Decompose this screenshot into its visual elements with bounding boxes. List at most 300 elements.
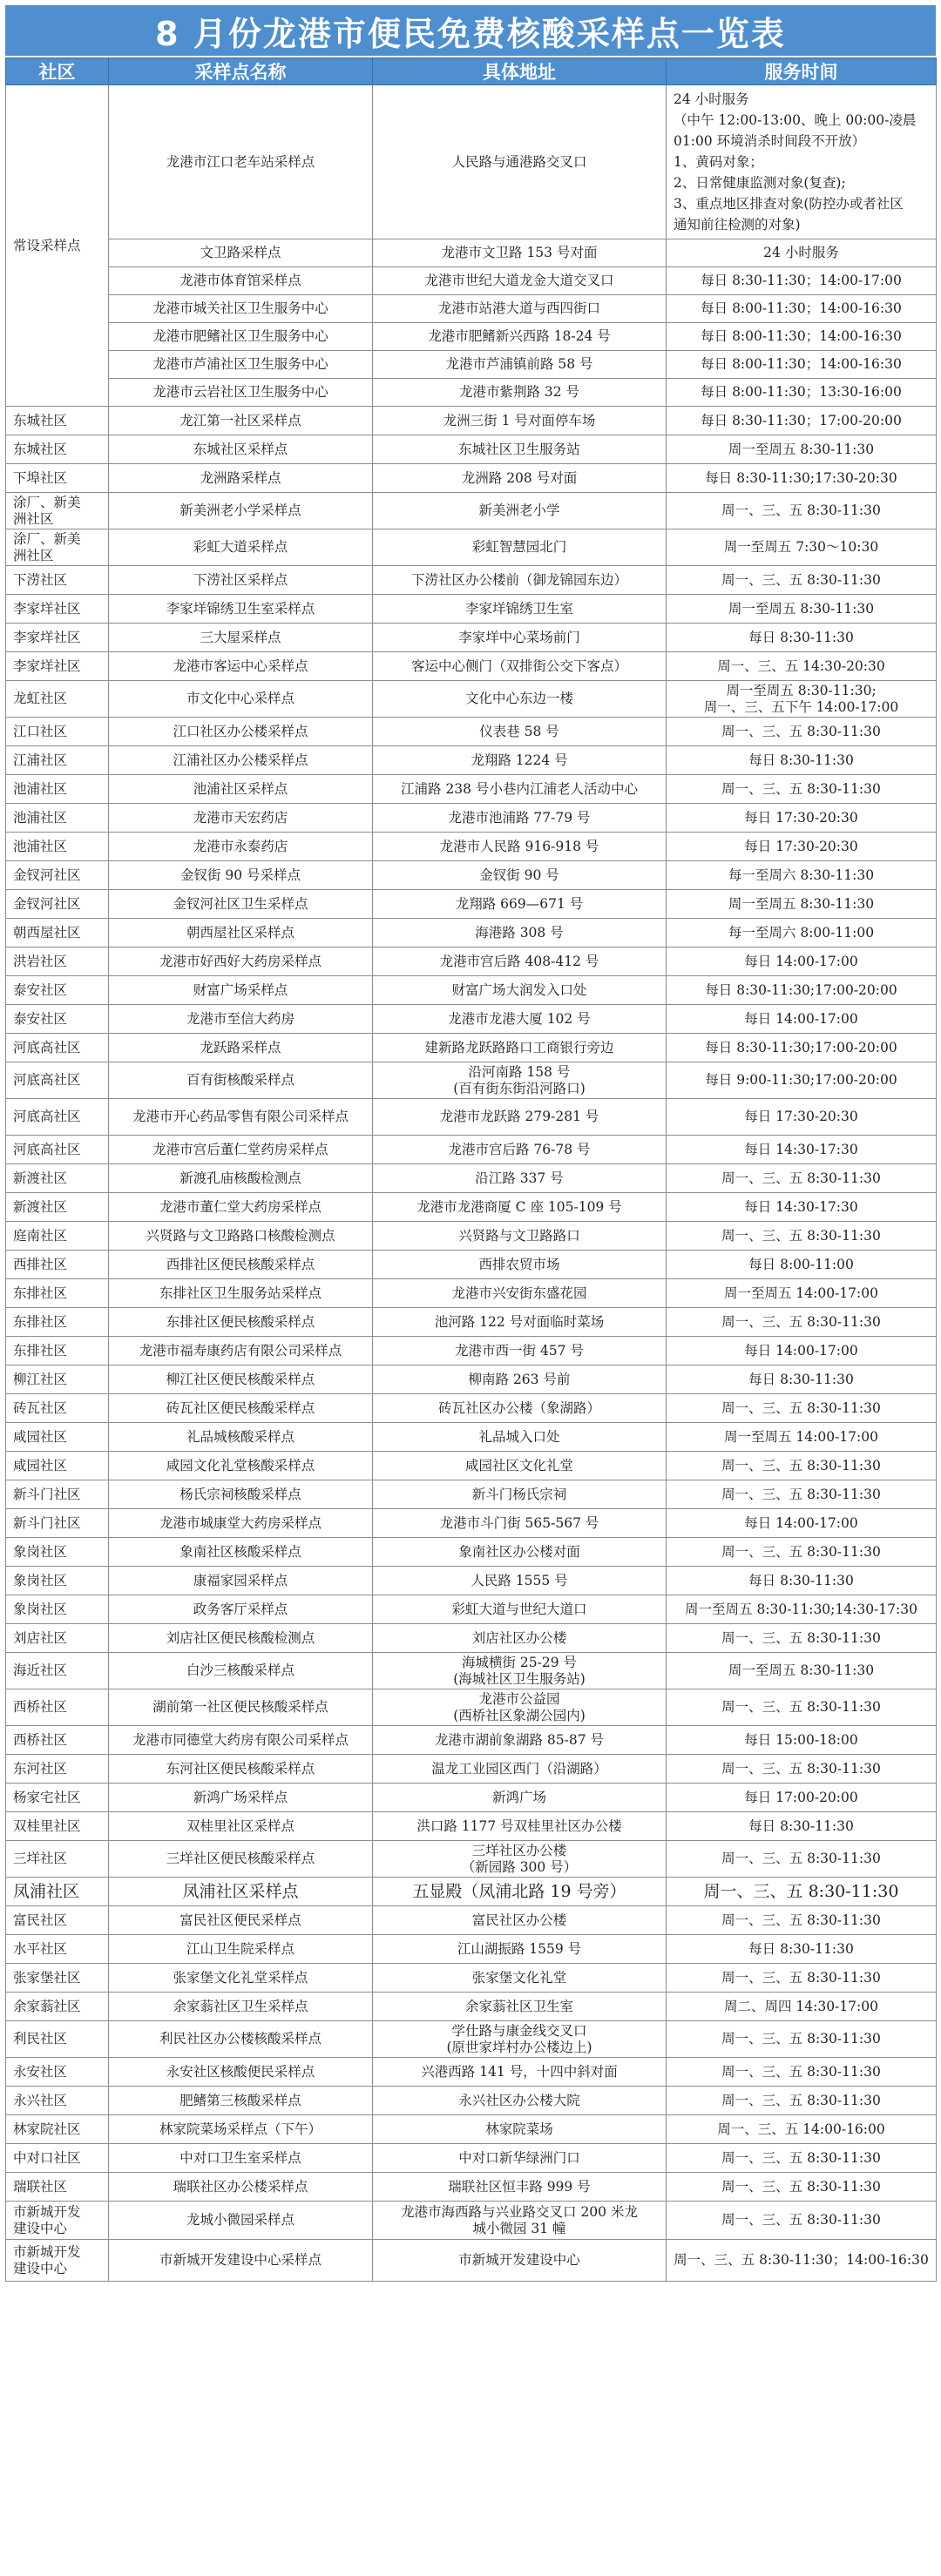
community-cell: 瑞联社区 — [6, 2173, 109, 2202]
service-time-cell: 周一、三、五 8:30-11:30 — [667, 1689, 937, 1726]
service-time-cell: 周一、三、五 8:30-11:30 — [667, 1222, 937, 1251]
site-name-cell: 张家堡文化礼堂采样点 — [109, 1964, 373, 1993]
service-time-cell-line: 2、日常健康监测对象(复查); — [674, 175, 846, 191]
table-row — [6, 1193, 937, 1222]
service-time-cell: 每日 14:30-17:30 — [667, 1136, 937, 1164]
community-cell: 东排社区 — [6, 1279, 109, 1308]
community-cell: 东排社区 — [6, 1308, 109, 1337]
address-cell: 余家蓊社区卫生室 — [373, 1993, 667, 2021]
table-row — [6, 1480, 937, 1509]
table-row — [6, 2115, 937, 2144]
header-service-time: 服务时间 — [667, 58, 937, 85]
address-cell-line: 学仕路与康金线交叉口 — [451, 2022, 587, 2039]
community-cell: 利民社区 — [6, 2021, 109, 2058]
address-cell: 柳南路 263 号前 — [373, 1366, 667, 1394]
site-name-cell: 双桂里社区采样点 — [109, 1812, 373, 1841]
address-cell: 西排农贸市场 — [373, 1251, 667, 1279]
community-cell: 水平社区 — [6, 1935, 109, 1964]
site-name-cell: 龙港市董仁堂大药房采样点 — [109, 1193, 373, 1222]
service-time-cell: 周一、三、五 8:30-11:30 — [667, 1906, 937, 1935]
community-cell: 河底高社区 — [6, 1062, 109, 1099]
service-time-cell: 每日 14:30-17:30 — [667, 1193, 937, 1222]
address-cell: 仪表巷 58 号 — [373, 718, 667, 746]
service-time-cell: 每日 15:00-18:00 — [667, 1726, 937, 1755]
site-name-cell: 东河社区便民核酸采样点 — [109, 1755, 373, 1784]
service-time-cell: 每日 8:30-11:30 — [667, 1812, 937, 1841]
table-row — [6, 407, 937, 435]
site-name-cell: 湖前第一社区便民核酸采样点 — [109, 1689, 373, 1726]
table-row — [6, 1878, 937, 1906]
address-cell: 象南社区办公楼对面 — [373, 1538, 667, 1567]
site-name-cell: 富民社区便民采样点 — [109, 1906, 373, 1935]
address-cell: 富民社区办公楼 — [373, 1906, 667, 1935]
table-row — [6, 652, 937, 681]
service-time-cell: 每日 8:30-11:30；14:00-17:00 — [667, 267, 937, 295]
table-row — [6, 804, 937, 833]
service-time-cell: 周一、三、五 8:30-11:30 — [667, 1164, 937, 1193]
table-row — [6, 493, 937, 529]
community-cell: 金钗河社区 — [6, 861, 109, 890]
service-time-cell: 每日 17:30-20:30 — [667, 804, 937, 833]
site-name-cell: 三垟社区便民核酸采样点 — [109, 1841, 373, 1878]
address-cell — [373, 2021, 667, 2058]
service-time-cell: 周一、三、五 8:30-11:30 — [667, 1538, 937, 1567]
site-name-cell: 象南社区核酸采样点 — [109, 1538, 373, 1567]
table-row — [6, 1279, 937, 1308]
community-cell: 余家蓊社区 — [6, 1993, 109, 2021]
site-name-cell: 龙港市客运中心采样点 — [109, 652, 373, 681]
address-cell — [373, 2202, 667, 2240]
address-cell: 下涝社区办公楼前（御龙锦园东边） — [373, 566, 667, 595]
service-time-cell: 每日 8:30-11:30 — [667, 1366, 937, 1394]
address-cell: 池河路 122 号对面临时菜场 — [373, 1308, 667, 1337]
service-time-cell: 周一至周五 8:30-11:30 — [667, 435, 937, 464]
community-cell: 西排社区 — [6, 1251, 109, 1279]
community-cell: 庭南社区 — [6, 1222, 109, 1251]
community-cell: 富民社区 — [6, 1906, 109, 1935]
site-name-cell: 凤浦社区采样点 — [109, 1878, 373, 1906]
address-cell: 东城社区卫生服务站 — [373, 435, 667, 464]
site-name-cell: 龙港市至信大药房 — [109, 1005, 373, 1034]
address-cell: 龙港市龙港大厦 102 号 — [373, 1005, 667, 1034]
site-name-cell: 余家蓊社区卫生采样点 — [109, 1993, 373, 2021]
site-name-cell: 龙港市云岩社区卫生服务中心 — [109, 379, 373, 407]
table-body — [6, 85, 937, 2282]
table-row — [6, 85, 937, 239]
site-name-cell: 江浦社区办公楼采样点 — [109, 746, 373, 775]
site-name-cell: 三大屋采样点 — [109, 624, 373, 652]
community-cell: 朝西屋社区 — [6, 919, 109, 947]
table-row — [6, 566, 937, 595]
table-row — [6, 976, 937, 1005]
service-time-cell — [667, 85, 937, 239]
site-name-cell: 龙港市体育馆采样点 — [109, 267, 373, 295]
table-row — [6, 1906, 937, 1935]
table-row — [6, 2087, 937, 2115]
service-time-cell-line: 3、重点地区排查对象(防控办或者社区 — [674, 196, 904, 212]
community-cell: 中对口社区 — [6, 2144, 109, 2173]
address-cell: 永兴社区办公楼大院 — [373, 2087, 667, 2115]
community-cell: 江口社区 — [6, 718, 109, 746]
address-cell: 五显殿（凤浦北路 19 号旁） — [373, 1878, 667, 1906]
address-cell: 龙港市池浦路 77-79 号 — [373, 804, 667, 833]
service-time-cell: 周一、三、五 14:30-20:30 — [667, 652, 937, 681]
community-cell: 下涝社区 — [6, 566, 109, 595]
community-cell-line: 建设中心 — [13, 2220, 68, 2236]
service-time-cell: 每日 8:00-11:30；14:00-16:30 — [667, 351, 937, 379]
service-time-cell: 每日 8:30-11:30 — [667, 746, 937, 775]
table-row — [6, 1394, 937, 1423]
table-row — [6, 775, 937, 804]
site-name-cell: 龙港市肥鳍社区卫生服务中心 — [109, 323, 373, 351]
table-row — [6, 1595, 937, 1624]
service-time-cell: 周一至周五 8:30-11:30 — [667, 595, 937, 624]
table-row — [6, 1337, 937, 1366]
site-name-cell: 咸园文化礼堂核酸采样点 — [109, 1452, 373, 1480]
table-row — [6, 2021, 937, 2058]
community-cell: 咸园社区 — [6, 1423, 109, 1452]
service-time-cell: 每日 8:00-11:30；14:00-16:30 — [667, 323, 937, 351]
site-name-cell: 龙港市江口老车站采样点 — [109, 85, 373, 239]
table-row — [6, 1034, 937, 1062]
header-address: 具体地址 — [373, 58, 667, 85]
address-cell: 龙港市龙跃路 279-281 号 — [373, 1099, 667, 1136]
site-name-cell: 龙港市芦浦社区卫生服务中心 — [109, 351, 373, 379]
service-time-cell-line: 通知前往检测的对象) — [674, 217, 801, 233]
table-row — [6, 1755, 937, 1784]
community-cell: 李家垟社区 — [6, 652, 109, 681]
community-cell — [6, 2202, 109, 2240]
site-name-cell: 龙港市天宏药店 — [109, 804, 373, 833]
service-time-cell-line: 24 小时服务 — [674, 91, 749, 107]
table-header-row — [6, 58, 937, 85]
service-time-cell: 每日 17:30-20:30 — [667, 1099, 937, 1136]
community-cell-line: 涂厂、新美 — [13, 494, 81, 510]
address-cell-line: 三垟社区办公楼 — [471, 1842, 567, 1858]
address-cell: 新美洲老小学 — [373, 493, 667, 529]
address-cell: 龙港市人民路 916-918 号 — [373, 833, 667, 861]
community-cell: 象岗社区 — [6, 1538, 109, 1567]
site-name-cell: 瑞联社区办公楼采样点 — [109, 2173, 373, 2202]
service-time-cell: 每日 9:00-11:30;17:00-20:00 — [667, 1062, 937, 1099]
site-name-cell: 刘店社区便民核酸检测点 — [109, 1624, 373, 1653]
community-cell: 林家院社区 — [6, 2115, 109, 2144]
table-row — [6, 529, 937, 566]
site-name-cell: 东城社区采样点 — [109, 435, 373, 464]
table-row — [6, 861, 937, 890]
service-time-cell: 周二、周四 14:30-17:00 — [667, 1993, 937, 2021]
site-name-cell: 龙港市永泰药店 — [109, 833, 373, 861]
table-row — [6, 379, 937, 407]
table-row — [6, 1308, 937, 1337]
site-name-cell: 龙跃路采样点 — [109, 1034, 373, 1062]
table-row — [6, 239, 937, 267]
community-cell-line: 洲社区 — [13, 547, 54, 563]
table-row — [6, 746, 937, 775]
site-name-cell: 朝西屋社区采样点 — [109, 919, 373, 947]
service-time-cell: 每日 8:30-11:30 — [667, 624, 937, 652]
service-time-cell: 周一、三、五 8:30-11:30 — [667, 1878, 937, 1906]
address-cell: 砖瓦社区办公楼（象湖路） — [373, 1394, 667, 1423]
community-cell: 张家堡社区 — [6, 1964, 109, 1993]
table-row — [6, 1567, 937, 1595]
address-cell: 李家垟锦绣卫生室 — [373, 595, 667, 624]
table-row — [6, 295, 937, 323]
site-name-cell: 白沙三核酸采样点 — [109, 1653, 373, 1689]
site-name-cell: 金钗河社区卫生采样点 — [109, 890, 373, 919]
address-cell-line: (海城社区卫生服务站) — [453, 1670, 586, 1687]
service-time-cell: 周一、三、五 8:30-11:30 — [667, 493, 937, 529]
site-name-cell: 龙港市城康堂大药房采样点 — [109, 1509, 373, 1538]
site-name-cell: 砖瓦社区便民核酸采样点 — [109, 1394, 373, 1423]
community-cell: 杨家宅社区 — [6, 1784, 109, 1812]
community-cell: 江浦社区 — [6, 746, 109, 775]
address-cell: 龙翔路 1224 号 — [373, 746, 667, 775]
community-cell-line: 涂厂、新美 — [13, 530, 81, 547]
address-cell: 洪口路 1177 号双桂里社区办公楼 — [373, 1812, 667, 1841]
community-cell — [6, 529, 109, 566]
address-cell: 龙港市站港大道与西四街口 — [373, 295, 667, 323]
service-time-cell: 周一、三、五 8:30-11:30；14:00-16:30 — [667, 2240, 937, 2282]
service-time-cell: 周一至周五 8:30-11:30 — [667, 1653, 937, 1689]
address-cell: 人民路 1555 号 — [373, 1567, 667, 1595]
service-time-cell: 周一至周五 7:30～10:30 — [667, 529, 937, 566]
service-time-cell-line: （中午 12:00-13:00、晚上 00:00-凌晨 — [674, 112, 917, 128]
address-cell: 李家垟中心菜场前门 — [373, 624, 667, 652]
service-time-cell: 每日 8:30-11:30 — [667, 1567, 937, 1595]
site-name-cell: 兴贤路与文卫路路口核酸检测点 — [109, 1222, 373, 1251]
address-cell-line: （新园路 300 号） — [461, 1858, 578, 1875]
table-row — [6, 1222, 937, 1251]
address-cell: 彩虹大道与世纪大道口 — [373, 1595, 667, 1624]
site-name-cell: 金钗街 90 号采样点 — [109, 861, 373, 890]
community-cell-line: 洲社区 — [13, 510, 54, 527]
service-time-cell: 周一、三、五 8:30-11:30 — [667, 2021, 937, 2058]
site-name-cell: 龙港市宫后董仁堂药房采样点 — [109, 1136, 373, 1164]
address-cell: 咸园社区文化礼堂 — [373, 1452, 667, 1480]
table-row — [6, 1538, 937, 1567]
site-name-cell: 新渡孔庙核酸检测点 — [109, 1164, 373, 1193]
address-cell: 礼品城入口处 — [373, 1423, 667, 1452]
community-cell: 永兴社区 — [6, 2087, 109, 2115]
service-time-cell — [667, 681, 937, 718]
site-name-cell: 龙港市城关社区卫生服务中心 — [109, 295, 373, 323]
address-cell — [373, 1841, 667, 1878]
site-name-cell: 柳江社区便民核酸采样点 — [109, 1366, 373, 1394]
table-row — [6, 1099, 937, 1136]
community-cell: 东河社区 — [6, 1755, 109, 1784]
service-time-cell-line: 周一至周五 8:30-11:30; — [726, 682, 877, 698]
community-cell: 池浦社区 — [6, 804, 109, 833]
service-time-cell: 每日 8:30-11:30;17:00-20:00 — [667, 976, 937, 1005]
table-row — [6, 1005, 937, 1034]
address-cell-line: 沿河南路 158 号 — [468, 1063, 571, 1080]
service-time-cell: 周一、三、五 8:30-11:30 — [667, 2173, 937, 2202]
site-name-cell: 政务客厅采样点 — [109, 1595, 373, 1624]
header-site-name: 采样点名称 — [109, 58, 373, 85]
table-row — [6, 1935, 937, 1964]
address-cell: 张家堡文化礼堂 — [373, 1964, 667, 1993]
service-time-cell: 周一至周五 14:00-17:00 — [667, 1279, 937, 1308]
table-row — [6, 2240, 937, 2282]
table-row — [6, 1452, 937, 1480]
address-cell: 龙港市芦浦镇前路 58 号 — [373, 351, 667, 379]
table-row — [6, 718, 937, 746]
service-time-cell: 每日 8:30-11:30 — [667, 1935, 937, 1964]
address-cell: 新斗门杨氏宗祠 — [373, 1480, 667, 1509]
site-name-cell: 新美洲老小学采样点 — [109, 493, 373, 529]
service-time-cell: 周一、三、五 8:30-11:30 — [667, 1624, 937, 1653]
service-time-cell: 每日 8:00-11:30；14:00-16:30 — [667, 295, 937, 323]
table-row — [6, 1964, 937, 1993]
site-name-cell: 池浦社区采样点 — [109, 775, 373, 804]
community-cell: 砖瓦社区 — [6, 1394, 109, 1423]
community-cell: 刘店社区 — [6, 1624, 109, 1653]
site-name-cell: 龙洲路采样点 — [109, 464, 373, 493]
table-row — [6, 1689, 937, 1726]
service-time-cell: 每日 17:00-20:00 — [667, 1784, 937, 1812]
service-time-cell: 周一、三、五 8:30-11:30 — [667, 1964, 937, 1993]
address-cell: 龙港市龙港商厦 C 座 105-109 号 — [373, 1193, 667, 1222]
address-cell: 金钗街 90 号 — [373, 861, 667, 890]
community-cell: 新渡社区 — [6, 1193, 109, 1222]
table-row — [6, 435, 937, 464]
community-cell: 海近社区 — [6, 1653, 109, 1689]
table-row — [6, 1164, 937, 1193]
site-name-cell: 龙港市好西好大药房采样点 — [109, 947, 373, 976]
community-cell: 东城社区 — [6, 435, 109, 464]
site-name-cell: 中对口卫生室采样点 — [109, 2144, 373, 2173]
community-cell: 象岗社区 — [6, 1567, 109, 1595]
service-time-cell: 每一至周六 8:30-11:30 — [667, 861, 937, 890]
service-time-cell: 周一至周五 8:30-11:30 — [667, 890, 937, 919]
site-name-cell: 林家院菜场采样点（下午） — [109, 2115, 373, 2144]
site-name-cell: 东排社区便民核酸采样点 — [109, 1308, 373, 1337]
service-time-cell-line: 01:00 环境消杀时间段不开放） — [674, 133, 866, 149]
community-cell: 河底高社区 — [6, 1136, 109, 1164]
service-time-cell-line: 周一、三、五下午 14:00-17:00 — [703, 698, 899, 715]
community-cell: 咸园社区 — [6, 1452, 109, 1480]
service-time-cell: 周一、三、五 8:30-11:30 — [667, 566, 937, 595]
service-time-cell: 每日 14:00-17:00 — [667, 1509, 937, 1538]
address-cell: 龙港市斗门街 565-567 号 — [373, 1509, 667, 1538]
address-cell-line: (西桥社区象湖公园内) — [453, 1707, 586, 1723]
table-row — [6, 1812, 937, 1841]
address-cell: 龙洲三街 1 号对面停车场 — [373, 407, 667, 435]
address-cell: 龙港市西一街 457 号 — [373, 1337, 667, 1366]
community-cell: 象岗社区 — [6, 1595, 109, 1624]
address-cell: 兴港西路 141 号，十四中斜对面 — [373, 2058, 667, 2087]
address-cell: 兴贤路与文卫路路口 — [373, 1222, 667, 1251]
community-cell: 李家垟社区 — [6, 595, 109, 624]
table-row — [6, 1366, 937, 1394]
table-row — [6, 595, 937, 624]
address-cell — [373, 1653, 667, 1689]
community-cell: 李家垟社区 — [6, 624, 109, 652]
community-cell: 龙虹社区 — [6, 681, 109, 718]
address-cell: 龙港市肥鳍新兴西路 18-24 号 — [373, 323, 667, 351]
address-cell-line: 城小微园 31 幢 — [472, 2220, 566, 2236]
site-name-cell: 永安社区核酸便民采样点 — [109, 2058, 373, 2087]
community-cell: 泰安社区 — [6, 976, 109, 1005]
address-cell: 龙港市宫后路 408-412 号 — [373, 947, 667, 976]
address-cell: 彩虹智慧园北门 — [373, 529, 667, 566]
community-cell: 东城社区 — [6, 407, 109, 435]
table-row — [6, 919, 937, 947]
site-name-cell: 财富广场采样点 — [109, 976, 373, 1005]
address-cell-line: 龙港市公益园 — [478, 1690, 560, 1707]
community-cell: 洪岩社区 — [6, 947, 109, 976]
community-cell: 三垟社区 — [6, 1841, 109, 1878]
address-cell-line: 海城横街 25-29 号 — [461, 1654, 578, 1670]
table-row — [6, 833, 937, 861]
table-row — [6, 2173, 937, 2202]
community-cell: 常设采样点 — [6, 85, 109, 407]
community-cell: 新斗门社区 — [6, 1480, 109, 1509]
site-name-cell: 龙江第一社区采样点 — [109, 407, 373, 435]
table-row — [6, 681, 937, 718]
address-cell: 温龙工业园区西门（沿湖路） — [373, 1755, 667, 1784]
service-time-cell: 每日 8:30-11:30;17:00-20:00 — [667, 1034, 937, 1062]
service-time-cell: 周一至周五 14:00-17:00 — [667, 1423, 937, 1452]
address-cell: 龙洲路 208 号对面 — [373, 464, 667, 493]
address-cell: 人民路与通港路交叉口 — [373, 85, 667, 239]
site-name-cell: 龙港市福寿康药店有限公司采样点 — [109, 1337, 373, 1366]
site-name-cell: 杨氏宗祠核酸采样点 — [109, 1480, 373, 1509]
address-cell: 龙港市湖前象湖路 85-87 号 — [373, 1726, 667, 1755]
page-title: 8 月份龙港市便民免费核酸采样点一览表 — [5, 5, 936, 56]
address-cell: 财富广场大润发入口处 — [373, 976, 667, 1005]
site-name-cell: 百有街核酸采样点 — [109, 1062, 373, 1099]
address-cell: 市新城开发建设中心 — [373, 2240, 667, 2282]
site-name-cell: 市文化中心采样点 — [109, 681, 373, 718]
community-cell: 河底高社区 — [6, 1034, 109, 1062]
table-row — [6, 1423, 937, 1452]
community-cell: 西桥社区 — [6, 1689, 109, 1726]
address-cell-line: (原世家垟村办公楼边上) — [446, 2039, 592, 2055]
service-time-cell: 周一、三、五 8:30-11:30 — [667, 2144, 937, 2173]
site-name-cell: 西排社区便民核酸采样点 — [109, 1251, 373, 1279]
address-cell: 海港路 308 号 — [373, 919, 667, 947]
address-cell: 文化中心东边一楼 — [373, 681, 667, 718]
address-cell: 龙港市紫荆路 32 号 — [373, 379, 667, 407]
service-time-cell: 周一、三、五 8:30-11:30 — [667, 1841, 937, 1878]
address-cell: 江浦路 238 号小巷内江浦老人活动中心 — [373, 775, 667, 804]
site-name-cell: 利民社区办公楼核酸采样点 — [109, 2021, 373, 2058]
community-cell: 河底高社区 — [6, 1099, 109, 1136]
address-cell: 龙港市文卫路 153 号对面 — [373, 239, 667, 267]
address-cell: 沿江路 337 号 — [373, 1164, 667, 1193]
table-row — [6, 351, 937, 379]
service-time-cell: 每日 8:00-11:30；13:30-16:00 — [667, 379, 937, 407]
site-name-cell: 肥鳍第三核酸采样点 — [109, 2087, 373, 2115]
address-cell: 龙翔路 669—671 号 — [373, 890, 667, 919]
site-name-cell: 礼品城核酸采样点 — [109, 1423, 373, 1452]
service-time-cell: 周一、三、五 8:30-11:30 — [667, 2058, 937, 2087]
community-cell-line: 建设中心 — [13, 2260, 68, 2276]
community-cell-line: 市新城开发 — [13, 2243, 81, 2260]
table-row — [6, 624, 937, 652]
service-time-cell: 每日 8:30-11:30;17:30-20:30 — [667, 464, 937, 493]
table-row — [6, 1726, 937, 1755]
community-cell: 下埠社区 — [6, 464, 109, 493]
community-cell — [6, 2240, 109, 2282]
service-time-cell: 周一、三、五 8:30-11:30 — [667, 1394, 937, 1423]
site-name-cell: 彩虹大道采样点 — [109, 529, 373, 566]
service-time-cell: 周一、三、五 14:00-16:00 — [667, 2115, 937, 2144]
service-time-cell: 周一、三、五 8:30-11:30 — [667, 2202, 937, 2240]
header-community: 社区 — [6, 58, 109, 85]
